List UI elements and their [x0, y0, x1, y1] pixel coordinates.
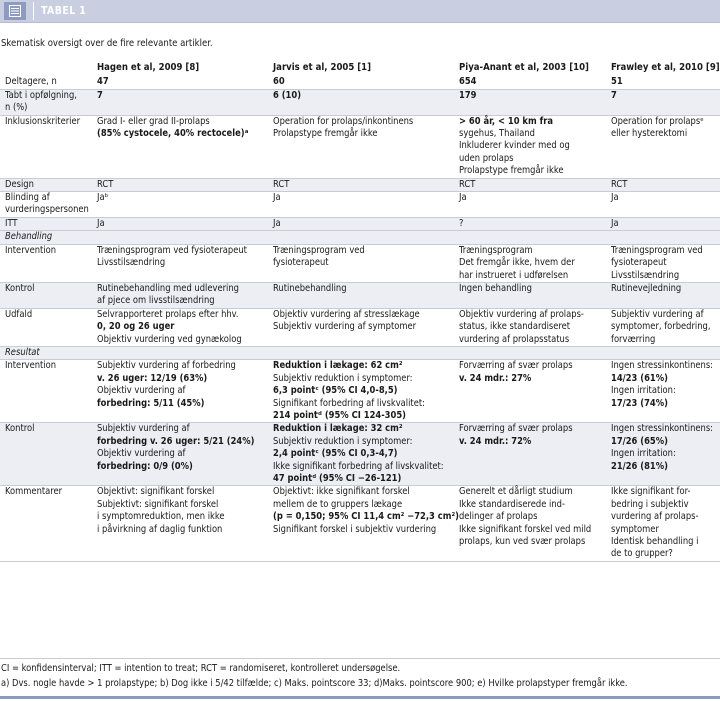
cell-line: Objektivt: signifikant forskel [97, 486, 215, 498]
table-icon[interactable] [4, 2, 26, 20]
cell-line: Signifikant forskel i subjektiv vurdering [273, 523, 437, 535]
cell-line: Ikke signifikant forskel ved mild [459, 523, 592, 535]
table-row [0, 217, 720, 230]
cell-line: Ingen behandling [459, 282, 532, 294]
cell-line: 47 [97, 76, 109, 88]
table-cell [92, 76, 268, 89]
cell-line: Ja [273, 192, 281, 204]
table-cell [606, 423, 720, 486]
table-row [0, 89, 720, 115]
table-caption: Skematisk oversigt over de fire relevante artikler. [1, 38, 213, 49]
cell-line: Identisk behandling i [611, 536, 699, 548]
table-cell [606, 282, 720, 308]
cell-line: Ja [459, 192, 467, 204]
cell-line: Selvrapporteret prolaps efter hhv. [97, 308, 239, 320]
cell-line: (p = 0,150; 95% CI 11,4 cm² −72,3 cm²) [273, 511, 459, 523]
cell-line: > 60 år, < 10 km fra [459, 115, 554, 127]
row-label [0, 486, 92, 561]
cell-line: Inkluderer kvinder med og [459, 140, 570, 152]
row-label-line: Blinding af [5, 192, 50, 204]
cell-line: Træningsprogram ved [273, 244, 365, 256]
cell-line: vurdering af prolaps- [611, 511, 699, 523]
cell-line: Ikke standardiserede ind- [459, 498, 565, 510]
cell-line: Objektiv vurdering ved gynækolog [97, 333, 242, 345]
cell-line: RCT [459, 178, 476, 190]
table-cell [606, 178, 720, 191]
cell-line: Objektiv vurdering af [97, 448, 186, 460]
table-cell [92, 308, 268, 346]
table-cell [268, 192, 454, 218]
header-separator [33, 2, 34, 20]
cell-line: 17/23 (74%) [611, 397, 668, 409]
cell-line: Ingen stressinkontinens: [611, 360, 714, 372]
cell-line: i symptomreduktion, men ikke [97, 511, 225, 523]
table-cell [454, 192, 606, 218]
section-label: Behandling [0, 231, 720, 244]
cell-line: status, ikke standardiseret [459, 321, 571, 333]
cell-line: Operation for prolaps/inkontinens [273, 115, 414, 127]
articles-table [0, 58, 720, 562]
cell-line: Subjektiv vurdering af [97, 423, 190, 435]
table-cell [606, 360, 720, 423]
cell-line: Forværring af svær prolaps [459, 423, 573, 435]
cell-line: Træningsprogram [459, 244, 533, 256]
row-label [0, 423, 92, 486]
column-header [0, 58, 92, 76]
table-cell [268, 217, 454, 230]
cell-line: Reduktion i lækage: 62 cm² [273, 360, 403, 372]
cell-line: Subjektiv vurdering af forbedring [97, 360, 236, 372]
row-label [0, 360, 92, 423]
table-cell [268, 76, 454, 89]
row-label-line: Intervention [5, 360, 57, 372]
cell-line: forbedring: 0/9 (0%) [97, 460, 193, 472]
table-cell [606, 115, 720, 178]
cell-line: Generelt et dårligt studium [459, 486, 573, 498]
table-cell [268, 308, 454, 346]
cell-line: 6,3 pointᶜ (95% CI 4,0-8,5) [273, 385, 398, 397]
table-cell [454, 282, 606, 308]
cell-line: bedring i subjektiv [611, 498, 689, 510]
cell-line: Ikke signifikant for- [611, 486, 691, 498]
table-row [0, 360, 720, 423]
cell-line: Ja [273, 217, 281, 229]
cell-line: Subjektiv reduktion i symptomer: [273, 435, 413, 447]
section-row [0, 231, 720, 244]
row-label-line: vurderingspersonen [5, 204, 89, 216]
cell-line: 6 (10) [273, 89, 302, 101]
table-cell [454, 486, 606, 561]
cell-line: Ja [611, 192, 619, 204]
table-cell [92, 244, 268, 282]
row-label-line: Kontrol [5, 423, 35, 435]
cell-line: RCT [97, 178, 114, 190]
table-cell [268, 486, 459, 561]
table-cell [454, 308, 606, 346]
cell-line: 7 [97, 89, 103, 101]
cell-line: sygehus, Thailand [459, 128, 535, 140]
table-cell [454, 217, 606, 230]
column-header: Hagen et al, 2009 [8] [97, 62, 200, 73]
cell-line: uden prolaps [459, 152, 514, 164]
table-row [0, 115, 720, 178]
row-label [0, 244, 92, 282]
cell-line: v. 24 mdr.: 27% [459, 372, 532, 384]
table-cell [606, 76, 720, 89]
cell-line: (85% cystocele, 40% rectocele)ᵃ [97, 128, 249, 140]
table-row [0, 308, 720, 346]
cell-line: Operation for prolapsᵉ [611, 115, 704, 127]
cell-line: Grad I- eller grad II-prolaps [97, 115, 210, 127]
row-label [0, 89, 92, 115]
cell-line: ? [459, 217, 464, 229]
row-label [0, 282, 92, 308]
column-header: Frawley et al, 2010 [9] [611, 62, 720, 73]
footnote: CI = konfidensinterval; ITT = intention to treat; RCT = randomiseret, kontrolleret undersøgelse. [1, 663, 401, 674]
cell-line: 60 [273, 76, 285, 88]
cell-line: Ingen irritation: [611, 448, 676, 460]
row-label [0, 178, 92, 191]
cell-line: 7 [611, 89, 617, 101]
cell-line: 0, 20 og 26 uger [97, 321, 175, 333]
row-label-line: n (%) [5, 102, 28, 114]
table-cell [92, 217, 268, 230]
cell-line: fysioterapeut [273, 257, 329, 269]
table-cell [606, 486, 720, 561]
cell-line: Livsstilsændring [97, 257, 166, 269]
table-cell [454, 423, 606, 486]
cell-line: Ikke signifikant forbedring af livskvalitet: [273, 460, 444, 472]
table-cell [268, 89, 454, 115]
cell-line: 214 pointᵈ (95% CI 124-305) [273, 409, 406, 421]
cell-line: fysioterapeut [611, 257, 667, 269]
cell-line: RCT [611, 178, 628, 190]
cell-line: Livsstilsændring [611, 269, 680, 281]
table-row [0, 244, 720, 282]
table-row [0, 76, 720, 89]
cell-line: eller hysterektomi [611, 128, 688, 140]
cell-line: Rutinevejledning [611, 282, 682, 294]
row-label [0, 76, 92, 89]
row-label-line: Kommentarer [5, 486, 63, 498]
row-label [0, 308, 92, 346]
cell-line: Prolapstype fremgår ikke [459, 165, 564, 177]
cell-line: 179 [459, 89, 477, 101]
cell-line: har instrueret i udførelsen [459, 269, 569, 281]
cell-line: Objektiv vurdering af prolaps- [459, 308, 584, 320]
cell-line: symptomer, forbedring, [611, 321, 711, 333]
table-cell [454, 89, 606, 115]
cell-line: de to grupper? [611, 548, 673, 560]
cell-line: Ja [611, 217, 619, 229]
cell-line: Træningsprogram ved [611, 244, 703, 256]
cell-line: delinger af prolaps [459, 511, 538, 523]
footnote: a) Dvs. nogle havde > 1 prolapstype; b) Dog ikke i 5/42 tilfælde; c) Maks. pointscore 33; d)Maks. pointscore 900; e) Hvilke prolapstyper fremgår ikke. [1, 678, 628, 689]
table-cell [92, 115, 268, 178]
cell-line: Objektiv vurdering af [97, 385, 186, 397]
cell-line: 21/26 (81%) [611, 460, 668, 472]
table-row [0, 486, 720, 561]
cell-line: Objektivt: ikke signifikant forskel [273, 486, 410, 498]
table-cell [606, 308, 720, 346]
table-cell [606, 217, 720, 230]
table-header-row [0, 58, 720, 76]
table-row [0, 423, 720, 486]
table-title: TABEL 1 [41, 5, 87, 17]
table-row [0, 178, 720, 191]
cell-line: forbedring v. 26 uger: 5/21 (24%) [97, 435, 255, 447]
cell-line: mellem de to gruppers lækage [273, 498, 403, 510]
cell-line: Ingen irritation: [611, 385, 676, 397]
row-label-line: Intervention [5, 244, 57, 256]
cell-line: Rutinebehandling med udlevering [97, 282, 239, 294]
cell-line: Subjektiv reduktion i symptomer: [273, 372, 413, 384]
cell-line: Subjektivt: signifikant forskel [97, 498, 219, 510]
cell-line: Rutinebehandling [273, 282, 347, 294]
cell-line: i påvirkning af daglig funktion [97, 523, 223, 535]
cell-line: forbedring: 5/11 (45%) [97, 397, 205, 409]
cell-line: RCT [273, 178, 290, 190]
table-cell [454, 244, 606, 282]
cell-line: 2,4 pointᶜ (95% CI 0,3-4,7) [273, 448, 398, 460]
table-cell [92, 89, 268, 115]
table-header-bar [0, 0, 720, 23]
cell-line: Træningsprogram ved fysioterapeut [97, 244, 247, 256]
section-row [0, 346, 720, 359]
cell-line: 51 [611, 76, 623, 88]
cell-line: prolaps, kun ved svær prolaps [459, 536, 586, 548]
table-cell [606, 244, 720, 282]
cell-line: Signifikant forbedring af livskvalitet: [273, 397, 425, 409]
table-cell [92, 423, 268, 486]
table-cell [454, 76, 606, 89]
row-label-line: Udfald [5, 308, 33, 320]
cell-line: symptomer [611, 523, 659, 535]
table-cell [268, 282, 454, 308]
section-label: Resultat [0, 346, 720, 359]
column-header: Piya-Anant et al, 2003 [10] [459, 62, 589, 73]
row-label [0, 217, 92, 230]
table-row [0, 282, 720, 308]
cell-line: Det fremgår ikke, hvem der [459, 257, 575, 269]
cell-line: forværring [611, 333, 656, 345]
table-cell [606, 89, 720, 115]
footnotes [0, 658, 720, 691]
table-row [0, 192, 720, 218]
table-cell [268, 423, 454, 486]
cell-line: Reduktion i lækage: 32 cm² [273, 423, 403, 435]
cell-line: Ja [97, 217, 105, 229]
row-label-line: Deltagere, n [5, 76, 57, 88]
table-cell [268, 178, 454, 191]
cell-line: v. 24 mdr.: 72% [459, 435, 532, 447]
cell-line: Ingen stressinkontinens: [611, 423, 714, 435]
bottom-rule [0, 696, 720, 699]
cell-line: Subjektiv vurdering af symptomer [273, 321, 417, 333]
row-label-line: Kontrol [5, 282, 35, 294]
row-label-line: Tabt i opfølgning, [5, 89, 77, 101]
row-label-line: Design [5, 178, 34, 190]
cell-line: 14/23 (61%) [611, 372, 668, 384]
table-cell [268, 360, 454, 423]
cell-line: 654 [459, 76, 477, 88]
cell-line: af pjece om livsstilsændring [97, 295, 215, 307]
cell-line: 47 pointᵈ (95% CI −26-121) [273, 473, 402, 484]
cell-line: Subjektiv vurdering af [611, 308, 704, 320]
cell-line: v. 26 uger: 12/19 (63%) [97, 372, 208, 384]
table-cell [268, 115, 454, 178]
cell-line: 17/26 (65%) [611, 435, 668, 447]
table-cell [92, 178, 268, 191]
cell-line: Forværring af svær prolaps [459, 360, 573, 372]
table-cell [454, 115, 606, 178]
table-cell [454, 360, 606, 423]
cell-line: vurdering af prolapsstatus [459, 333, 570, 345]
table-cell [92, 192, 268, 218]
row-label [0, 115, 92, 178]
table-cell [454, 178, 606, 191]
cell-line: Objektiv vurdering af stresslækage [273, 308, 420, 320]
table-cell [92, 282, 268, 308]
table-cell [268, 244, 454, 282]
cell-line: Prolapstype fremgår ikke [273, 128, 378, 140]
cell-line: Jaᵇ [97, 192, 109, 204]
table-cell [92, 486, 268, 561]
column-header: Jarvis et al, 2005 [1] [273, 62, 372, 73]
row-label-line: Inklusionskriterier [5, 115, 81, 127]
table-cell [606, 192, 720, 218]
row-label [0, 192, 92, 218]
table-cell [92, 360, 268, 423]
row-label-line: ITT [5, 217, 18, 229]
